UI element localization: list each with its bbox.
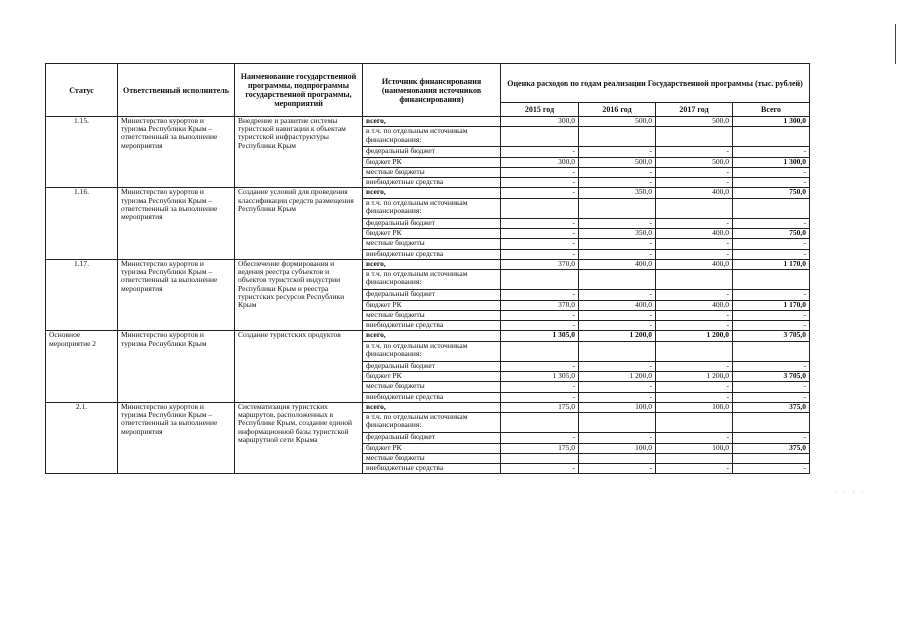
value-cell: - <box>501 167 579 177</box>
value-cell: - <box>656 290 733 300</box>
value-cell: - <box>733 290 810 300</box>
value-cell: 375,0 <box>733 402 810 412</box>
table-row <box>46 259 810 269</box>
source-label-total: всего, <box>363 117 501 127</box>
row-status: 1.17. <box>46 259 118 330</box>
source-label-federal: федеральный бюджет <box>363 433 501 443</box>
value-cell: - <box>733 392 810 402</box>
source-label-extra: внебюджетные средства <box>363 321 501 331</box>
value-cell: - <box>501 433 579 443</box>
value-cell: - <box>656 310 733 320</box>
value-cell: 1 200,0 <box>656 372 733 382</box>
value-cell: - <box>579 464 656 474</box>
value-cell: 370,0 <box>501 300 579 310</box>
value-cell: 300,0 <box>501 117 579 127</box>
row-program-name: Внедрение и развитие системы туристской навигации к объектам туристской инфраструктуры Республики Крым <box>235 117 363 188</box>
row-program-name: Создание туристских продуктов <box>235 331 363 402</box>
source-label-rk: бюджет РК <box>363 229 501 239</box>
source-label-federal: федеральный бюджет <box>363 361 501 371</box>
value-cell: 1 305,0 <box>501 372 579 382</box>
value-cell: - <box>656 361 733 371</box>
row-status: 1.16. <box>46 188 118 259</box>
source-label-extra: внебюджетные средства <box>363 178 501 188</box>
value-cell: 100,0 <box>579 443 656 453</box>
value-cell: - <box>656 178 733 188</box>
source-label-local: местные бюджеты <box>363 310 501 320</box>
value-cell: 1 200,0 <box>579 331 656 341</box>
value-cell: - <box>656 464 733 474</box>
row-status: 1.15. <box>46 117 118 188</box>
value-cell: - <box>733 218 810 228</box>
empty-cell <box>656 341 733 361</box>
value-cell: 400,0 <box>656 300 733 310</box>
table-row <box>46 331 810 341</box>
value-cell <box>579 453 656 463</box>
empty-cell <box>579 127 656 147</box>
value-cell: - <box>579 392 656 402</box>
value-cell: - <box>579 218 656 228</box>
value-cell: 3 705,0 <box>733 331 810 341</box>
value-cell: 500,0 <box>656 117 733 127</box>
empty-cell <box>656 198 733 218</box>
source-label-local: местные бюджеты <box>363 167 501 177</box>
value-cell: - <box>579 361 656 371</box>
empty-cell <box>501 198 579 218</box>
value-cell: - <box>579 249 656 259</box>
value-cell: 400,0 <box>656 259 733 269</box>
table-row <box>46 117 810 127</box>
value-cell: 750,0 <box>733 188 810 198</box>
empty-cell <box>733 127 810 147</box>
row-executor: Министерство курортов и туризма Республики Крым – ответственный за выполнение мероприятия <box>118 259 235 330</box>
value-cell: - <box>656 239 733 249</box>
empty-cell <box>579 270 656 290</box>
table-body <box>46 117 810 474</box>
value-cell: - <box>733 361 810 371</box>
empty-cell <box>733 270 810 290</box>
source-label-local: местные бюджеты <box>363 453 501 463</box>
source-label-extra: внебюджетные средства <box>363 392 501 402</box>
row-program-name: Систематизация туристских маршрутов, расположенных в Республике Крым, создание единой информационной базы туристской маршрутной сети Крыма <box>235 402 363 473</box>
empty-cell <box>579 341 656 361</box>
value-cell: - <box>656 167 733 177</box>
empty-cell <box>733 413 810 433</box>
value-cell: - <box>501 290 579 300</box>
header-estimate: Оценка расходов по годам реализации Государственной программы (тыс. рублей) <box>501 64 810 103</box>
value-cell: - <box>579 321 656 331</box>
row-program-name: Обеспечение формирования и ведения реестра субъектов и объектов туристской индустрии Республики Крым и реестра туристских ресурсов Республики Крым <box>235 259 363 330</box>
header-status: Статус <box>46 64 118 117</box>
value-cell: 350,0 <box>579 229 656 239</box>
value-cell: 100,0 <box>656 402 733 412</box>
value-cell: - <box>733 464 810 474</box>
value-cell: 400,0 <box>656 188 733 198</box>
value-cell: - <box>656 321 733 331</box>
source-label-extra: внебюджетные средства <box>363 464 501 474</box>
value-cell: 750,0 <box>733 229 810 239</box>
value-cell: 175,0 <box>501 402 579 412</box>
source-label-rk: бюджет РК <box>363 372 501 382</box>
source-label-total: всего, <box>363 331 501 341</box>
scan-edge-mark <box>895 24 896 64</box>
value-cell: - <box>501 464 579 474</box>
empty-cell <box>656 413 733 433</box>
empty-cell <box>656 127 733 147</box>
source-label-incl: в т.ч. по отдельным источникам финансирования: <box>363 270 501 290</box>
value-cell: 375,0 <box>733 443 810 453</box>
value-cell: 500,0 <box>579 157 656 167</box>
value-cell: - <box>501 188 579 198</box>
value-cell: - <box>579 290 656 300</box>
source-label-total: всего, <box>363 259 501 269</box>
value-cell <box>501 453 579 463</box>
source-label-incl: в т.ч. по отдельным источникам финансирования: <box>363 341 501 361</box>
empty-cell <box>733 198 810 218</box>
budget-table <box>45 63 810 474</box>
value-cell: - <box>656 249 733 259</box>
empty-cell <box>501 127 579 147</box>
value-cell: - <box>501 310 579 320</box>
value-cell: - <box>501 239 579 249</box>
value-cell: - <box>733 178 810 188</box>
source-label-federal: федеральный бюджет <box>363 147 501 157</box>
header-year-2016: 2016 год <box>579 103 656 117</box>
source-label-extra: внебюджетные средства <box>363 249 501 259</box>
value-cell: - <box>733 433 810 443</box>
header-executor: Ответственный исполнитель <box>118 64 235 117</box>
empty-cell <box>501 413 579 433</box>
value-cell: - <box>656 433 733 443</box>
value-cell: - <box>733 239 810 249</box>
row-program-name: Создание условий для проведения классификации средств размещения Республики Крым <box>235 188 363 259</box>
value-cell: 1 300,0 <box>733 117 810 127</box>
row-executor: Министерство курортов и туризма Республики Крым <box>118 331 235 402</box>
value-cell: - <box>733 147 810 157</box>
source-label-total: всего, <box>363 402 501 412</box>
table-row <box>46 402 810 412</box>
value-cell: 400,0 <box>579 259 656 269</box>
row-status: Основное мероприятие 2 <box>46 331 118 402</box>
header-total: Всего <box>733 103 810 117</box>
value-cell: - <box>579 147 656 157</box>
source-label-local: местные бюджеты <box>363 239 501 249</box>
source-label-total: всего, <box>363 188 501 198</box>
value-cell: - <box>733 382 810 392</box>
value-cell: 370,0 <box>501 259 579 269</box>
value-cell: - <box>501 392 579 402</box>
value-cell: - <box>579 382 656 392</box>
value-cell: - <box>501 178 579 188</box>
value-cell: - <box>656 147 733 157</box>
value-cell: - <box>501 218 579 228</box>
header-year-2015: 2015 год <box>501 103 579 117</box>
value-cell: 500,0 <box>579 117 656 127</box>
value-cell <box>656 453 733 463</box>
table-row <box>46 188 810 198</box>
value-cell: 300,0 <box>501 157 579 167</box>
source-label-local: местные бюджеты <box>363 382 501 392</box>
value-cell: - <box>579 239 656 249</box>
row-executor: Министерство курортов и туризма Республики Крым – ответственный за выполнение мероприятия <box>118 188 235 259</box>
value-cell: - <box>501 249 579 259</box>
value-cell: - <box>579 433 656 443</box>
empty-cell <box>579 413 656 433</box>
scan-artifact: · · · · <box>835 488 866 497</box>
value-cell: - <box>501 321 579 331</box>
value-cell: 400,0 <box>579 300 656 310</box>
row-executor: Министерство курортов и туризма Республики Крым – ответственный за выполнение мероприятия <box>118 402 235 473</box>
value-cell: 1 305,0 <box>501 331 579 341</box>
value-cell: - <box>656 392 733 402</box>
source-label-incl: в т.ч. по отдельным источникам финансирования: <box>363 127 501 147</box>
row-status: 2.1. <box>46 402 118 473</box>
value-cell: 1 170,0 <box>733 259 810 269</box>
value-cell: 1 170,0 <box>733 300 810 310</box>
value-cell: - <box>579 178 656 188</box>
value-cell: - <box>656 218 733 228</box>
value-cell: - <box>733 321 810 331</box>
source-label-rk: бюджет РК <box>363 300 501 310</box>
value-cell: - <box>733 249 810 259</box>
source-label-federal: федеральный бюджет <box>363 290 501 300</box>
value-cell: - <box>501 147 579 157</box>
empty-cell <box>733 341 810 361</box>
value-cell: - <box>733 167 810 177</box>
value-cell: - <box>579 167 656 177</box>
value-cell <box>733 453 810 463</box>
empty-cell <box>579 198 656 218</box>
source-label-federal: федеральный бюджет <box>363 218 501 228</box>
value-cell: - <box>501 229 579 239</box>
value-cell: - <box>733 310 810 320</box>
value-cell: 175,0 <box>501 443 579 453</box>
header-program-name: Наименование государственной программы, подпрограммы государственной программы, мероприятий <box>235 64 363 117</box>
value-cell: 1 300,0 <box>733 157 810 167</box>
value-cell: 3 705,0 <box>733 372 810 382</box>
value-cell: 400,0 <box>656 229 733 239</box>
value-cell: 100,0 <box>656 443 733 453</box>
header-source: Источник финансирования (наименования источников финансирования) <box>363 64 501 117</box>
value-cell: 500,0 <box>656 157 733 167</box>
value-cell: 1 200,0 <box>579 372 656 382</box>
source-label-rk: бюджет РК <box>363 157 501 167</box>
empty-cell <box>656 270 733 290</box>
header-year-2017: 2017 год <box>656 103 733 117</box>
value-cell: - <box>501 382 579 392</box>
source-label-incl: в т.ч. по отдельным источникам финансирования: <box>363 198 501 218</box>
value-cell: - <box>579 310 656 320</box>
value-cell: - <box>501 361 579 371</box>
row-executor: Министерство курортов и туризма Республики Крым – ответственный за выполнение мероприятия <box>118 117 235 188</box>
source-label-incl: в т.ч. по отдельным источникам финансирования: <box>363 413 501 433</box>
value-cell: - <box>656 382 733 392</box>
value-cell: 350,0 <box>579 188 656 198</box>
value-cell: 100,0 <box>579 402 656 412</box>
empty-cell <box>501 341 579 361</box>
empty-cell <box>501 270 579 290</box>
source-label-rk: бюджет РК <box>363 443 501 453</box>
value-cell: 1 200,0 <box>656 331 733 341</box>
